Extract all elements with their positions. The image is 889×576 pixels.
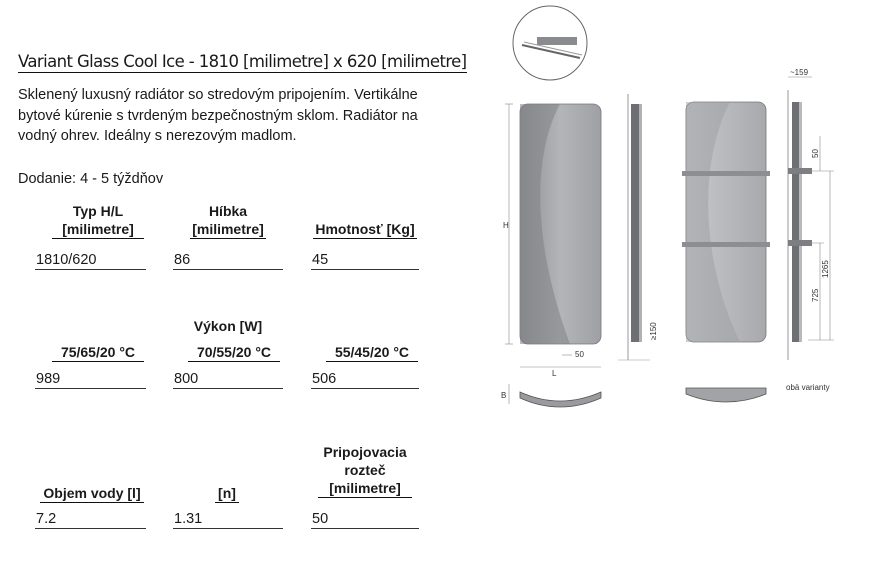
power-header-75 (52, 343, 144, 362)
dim-1265-label: 1265 (821, 260, 830, 278)
side-view-radiator (618, 94, 658, 360)
technical-drawing (490, 0, 889, 576)
spec-header-connection-line1: Pripojovacia (323, 444, 407, 460)
product-title: Variant Glass Cool Ice - 1810 [milimetre] x 620 [milimetre] (18, 52, 467, 71)
spec-header-weight-line1: Hmotnosť [Kg] (313, 220, 417, 239)
detail-circle (513, 6, 587, 80)
drawing-caption: obä varianty (786, 383, 830, 392)
plan-view-with-handles (686, 388, 766, 402)
power-value-55: 506 (311, 370, 419, 389)
power-value-75: 989 (35, 370, 146, 389)
dim-b-label: B (501, 391, 507, 400)
power-value-70: 800 (173, 370, 283, 389)
spec-header-water-volume (40, 484, 144, 503)
spec-header-connection (318, 443, 412, 498)
spec-value-type: 1810/620 (35, 251, 146, 270)
spec-header-depth-line2: [milimetre] (190, 220, 266, 239)
spec-header-n-text: [n] (215, 484, 239, 503)
spec-header-water-volume-text: Objem vody [l] (40, 484, 144, 503)
dim-h-label: H (503, 221, 509, 230)
delivery-time: Dodanie: 4 - 5 týždňov (18, 171, 164, 187)
power-header-75-text: 75/65/20 °C (52, 343, 144, 362)
spec-header-depth (190, 202, 266, 239)
plan-view-radiator (501, 384, 601, 407)
front-view-radiator (503, 104, 601, 378)
spec-header-depth-line1: Híbka (208, 203, 248, 219)
side-view-with-dimensions (786, 68, 834, 392)
power-header-70-text: 70/55/20 °C (188, 343, 280, 362)
front-view-with-handles (682, 102, 770, 342)
spec-header-connection-line3: [milimetre] (318, 479, 412, 498)
product-description: Sklenený luxusný radiátor so stredovým pripojením. Vertikálne bytové kúrenie s tvrdeným bezpečnostným sklom. Radiátor na vodný ohrev. Ideálny s nerezovým madlom. (18, 87, 418, 144)
dim-150-label: ≥150 (649, 322, 658, 340)
power-label: Výkon [W] (193, 318, 263, 334)
spec-header-connection-line2: rozteč (344, 462, 386, 478)
spec-value-weight: 45 (311, 251, 419, 270)
dim-l-label: L (552, 369, 557, 378)
spec-header-type-line2: [milimetre] (52, 220, 144, 239)
power-header-55 (326, 343, 418, 362)
power-header-55-text: 55/45/20 °C (326, 343, 418, 362)
spec-header-type-line1: Typ H/L (72, 203, 124, 219)
dim-50-top-label: 50 (811, 149, 820, 158)
dim-725-label: 725 (811, 288, 820, 302)
spec-value-n: 1.31 (173, 510, 283, 529)
spec-value-connection: 50 (311, 510, 419, 529)
spec-header-n (215, 484, 239, 503)
spec-header-weight (313, 220, 417, 239)
spec-value-depth: 86 (173, 251, 283, 270)
dim-50-bottom-label: 50 (575, 350, 584, 359)
dim-159-label: ~159 (790, 68, 809, 77)
power-header-70 (188, 343, 280, 362)
spec-header-type (52, 202, 144, 239)
spec-value-water-volume: 7.2 (35, 510, 146, 529)
